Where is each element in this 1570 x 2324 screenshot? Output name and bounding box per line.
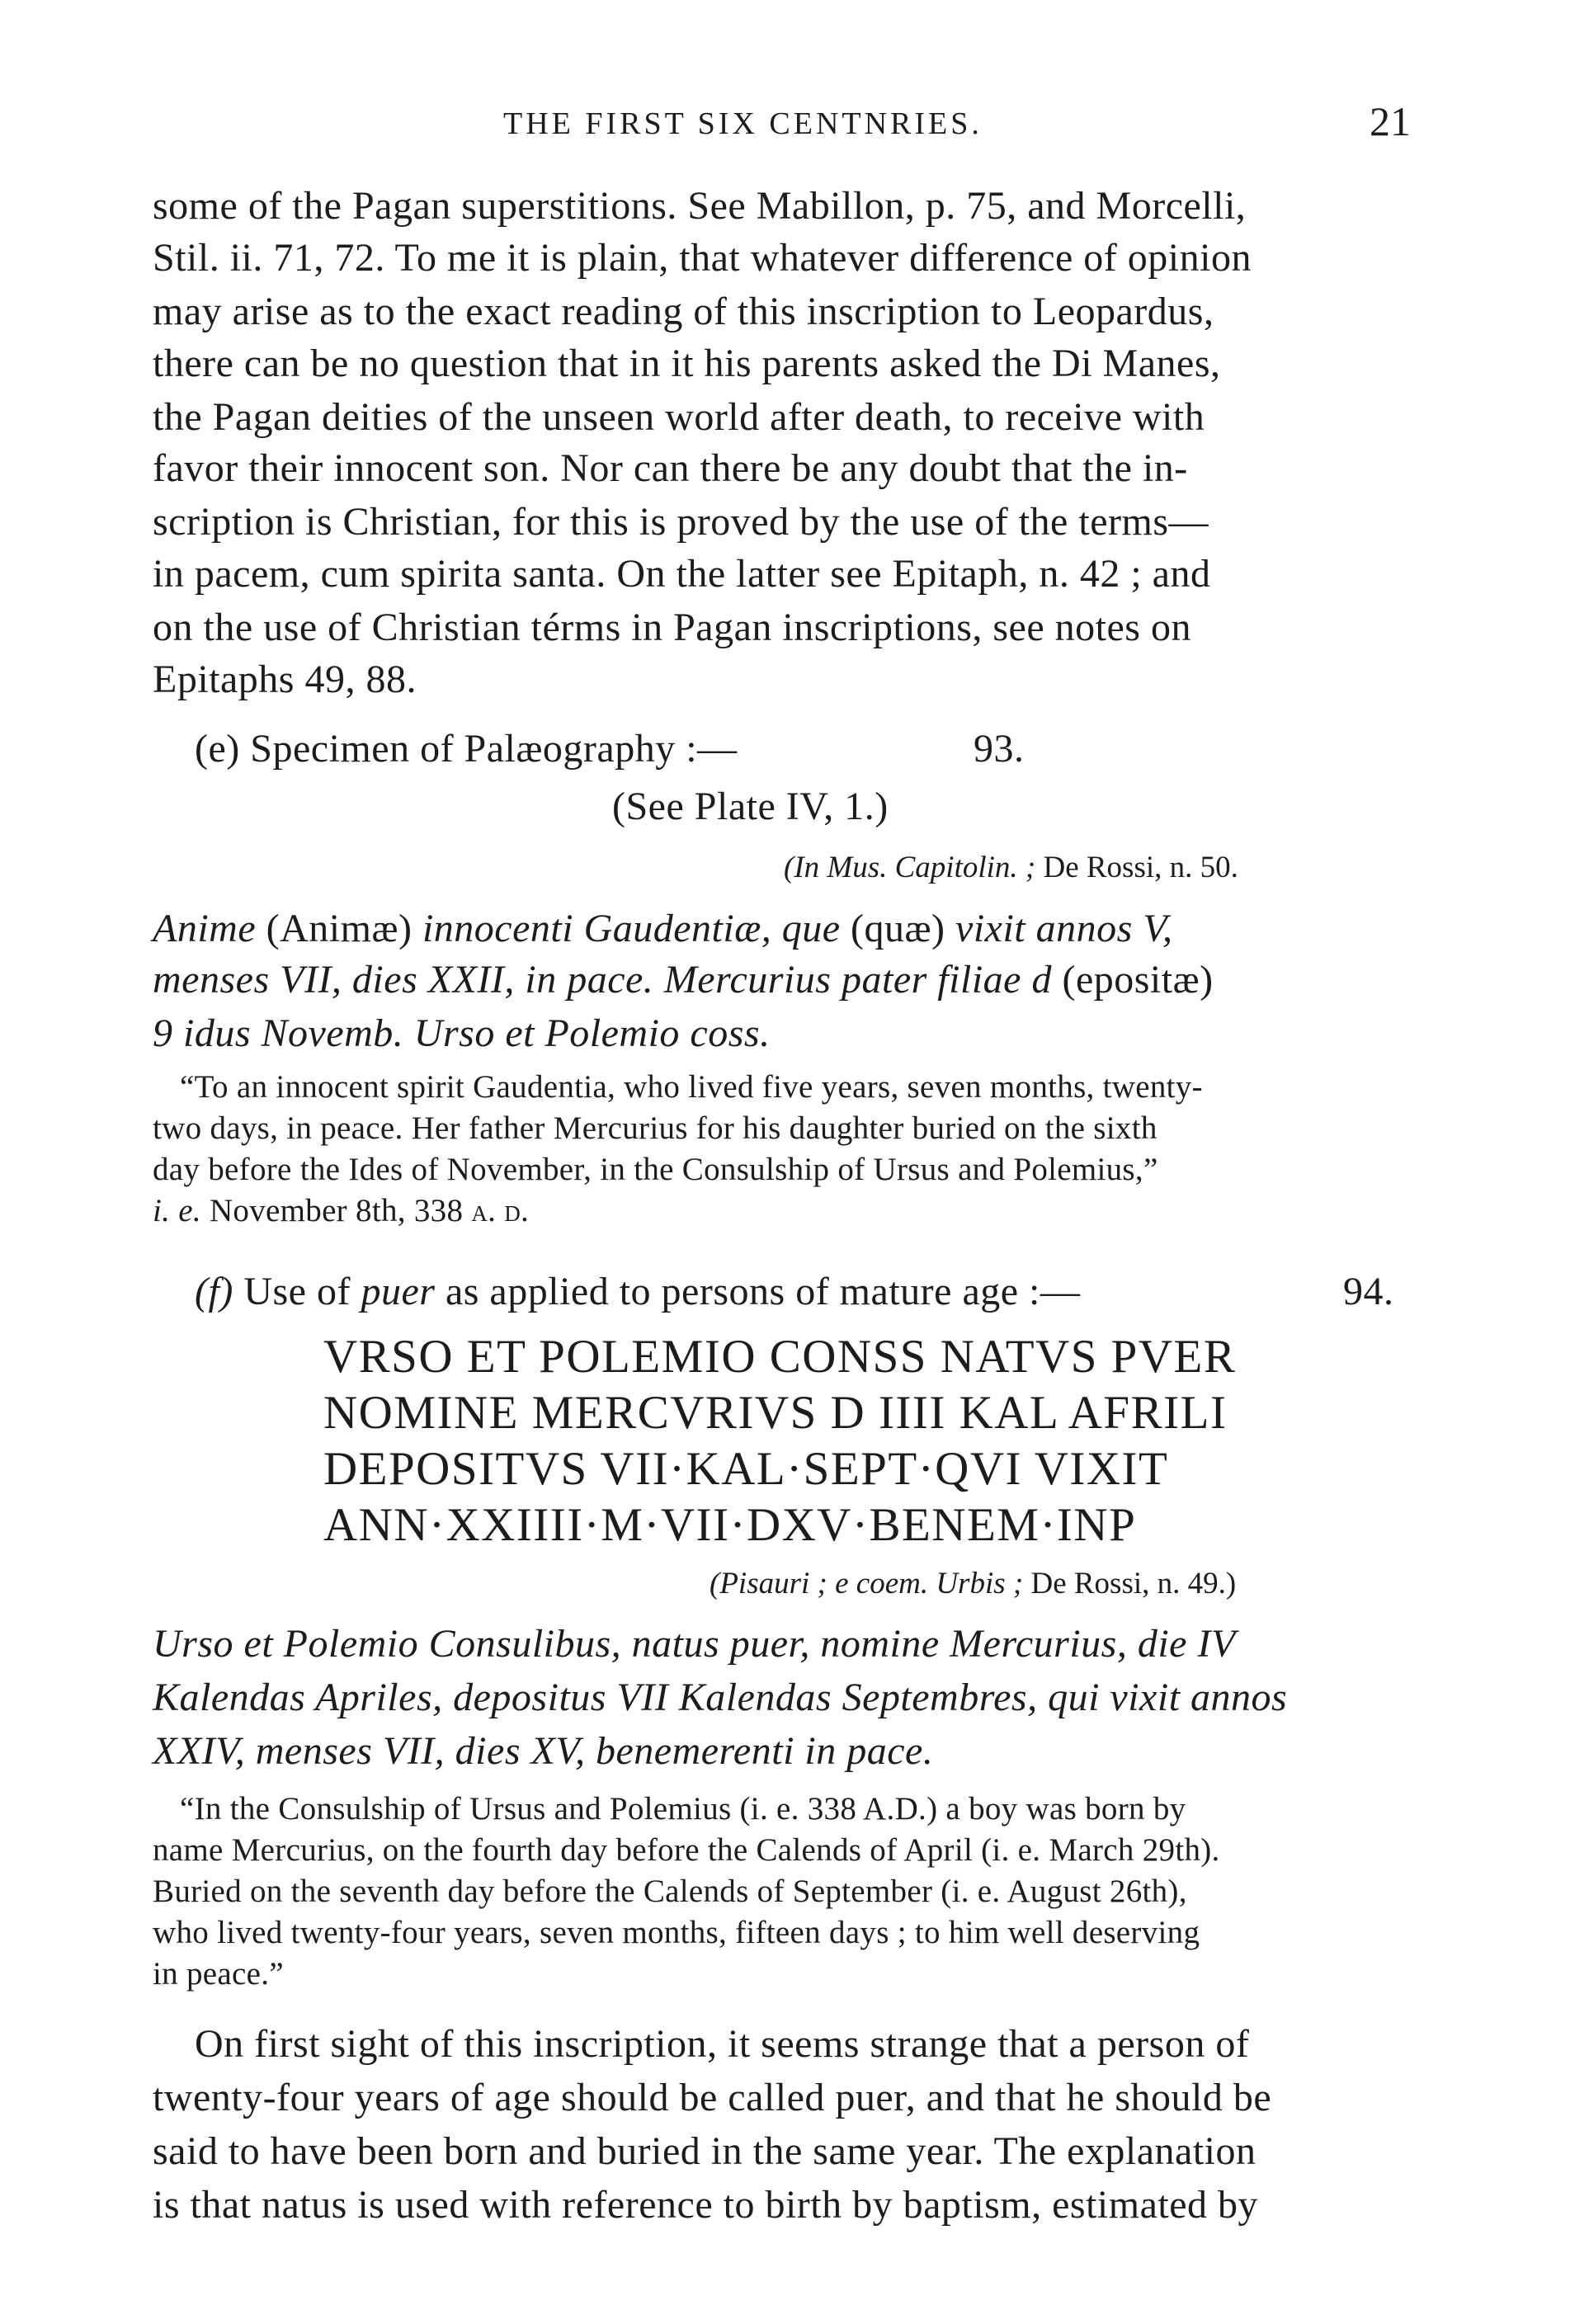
latin-gloss: (epositæ) [1051,958,1214,1002]
translation-era: a. d. [471,1193,530,1228]
body-line: some of the Pagan superstitions. See Mabillon, p. 75, and Morcelli, [153,184,1247,228]
latin-text: 9 idus Novemb. Urso et Polemio coss. [153,1011,771,1055]
latin-text: Urso et Polemio Consulibus, natus puer, nomine Mercurius, die IV [153,1622,1236,1666]
latin-line [153,1728,933,1774]
latin-line [153,957,1214,1002]
translation-abbrev: i. e. [153,1193,201,1228]
source-roman: De Rossi, n. 50. [1043,851,1238,884]
translation-line: in peace.” [153,1956,284,1992]
latin-text: XXIV, menses VII, dies XV, benemerenti in pace. [153,1729,934,1773]
section-heading-text: as applied to persons of mature age :— [435,1270,1081,1313]
plate-reference: (See Plate IV, 1.) [612,785,889,828]
latin-text: Anime [153,907,257,950]
source-italic: (Pisauri ; e coem. Urbis ; [710,1567,1024,1600]
latin-gloss: (Animæ) [256,907,422,950]
translation-line: “To an innocent spirit Gaudentia, who lived five years, seven months, twenty- [180,1069,1203,1105]
body-line: On first sight of this inscription, it seems strange that a person of [195,2022,1250,2066]
body-line: the Pagan deities of the unseen world after death, to receive with [153,395,1205,439]
body-line: is that natus is used with reference to birth by baptism, estimated by [153,2183,1259,2227]
translation-line: Buried on the seventh day before the Calends of September (i. e. August 26th), [153,1874,1187,1909]
body-line: twenty-four years of age should be called puer, and that he should be [153,2076,1272,2119]
translation-line: “In the Consulship of Ursus and Polemius (i. e. 338 A.D.) a boy was born by [180,1791,1186,1827]
latin-text: vixit annos V, [955,907,1173,950]
section-heading-text: Specimen of Palæography :— [250,727,738,771]
latin-line [153,1011,771,1056]
latin-text: Kalendas Apriles, depositus VII Kalendas Septembres, qui vixit annos [153,1676,1288,1719]
inscription-line: DEPOSITVS VII·KAL·SEPT·QVI VIXIT [323,1443,1169,1495]
inscription-line: VRSO ET POLEMIO CONSS NATVS PVER [323,1331,1237,1383]
epitaph-number: 93. [974,727,1025,771]
inscription-line: ANN·XXIIII·M·VII·DXV·BENEM·INP [323,1499,1137,1551]
translation-line: day before the Ides of November, in the Consulship of Ursus and Polemius,” [153,1152,1158,1187]
latin-line [153,1675,1287,1720]
body-line: Epitaphs 49, 88. [153,658,417,701]
running-title: THE FIRST SIX CENTNRIES. [503,106,983,141]
translation-line: two days, in peace. Her father Mercurius for his daughter buried on the sixth [153,1110,1157,1146]
body-line: favor their innocent son. Nor can there be any doubt that the in- [153,446,1188,490]
latin-line [153,906,1172,951]
latin-text: menses VII, dies XXII, in pace. Mercurius pater filiae d [153,958,1052,1002]
source-reference [784,850,1238,885]
latin-line [153,1621,1236,1666]
translation-line: who lived twenty-four years, seven months, fifteen days ; to him well deserving [153,1915,1200,1950]
body-line: scription is Christian, for this is proved by the use of the terms— [153,500,1209,544]
section-heading-word: puer [361,1270,436,1313]
body-line: Stil. ii. 71, 72. To me it is plain, that whatever difference of opinion [153,236,1252,280]
body-line: there can be no question that in it his parents asked the Di Manes, [153,342,1221,385]
source-italic: (In Mus. Capitolin. ; [784,851,1036,884]
section-marker: (f) [195,1270,233,1313]
body-line: said to have been born and buried in the same year. The explanation [153,2129,1256,2173]
source-reference [710,1566,1236,1601]
body-line: may arise as to the exact reading of this inscription to Leopardus, [153,290,1214,333]
inscription-line: NOMINE MERCVRIVS D IIII KAL AFRILI [323,1387,1228,1439]
body-line: in pacem, cum spirita santa. On the latter see Epitaph, n. 42 ; and [153,552,1211,596]
source-roman: De Rossi, n. 49.) [1030,1567,1237,1600]
section-f-heading [195,1269,1080,1314]
translation-line [153,1192,529,1229]
section-marker: (e) [195,727,240,771]
page-number: 21 [1370,98,1411,144]
epitaph-number: 94. [1343,1270,1394,1313]
section-e-heading [195,726,738,771]
translation-date: November 8th, 338 [200,1193,472,1228]
section-heading-text: Use of [243,1270,361,1313]
translation-line: name Mercurius, on the fourth day before the Calends of April (i. e. March 29th). [153,1832,1220,1868]
latin-text: innocenti Gaudentiæ, que [422,907,841,950]
body-line: on the use of Christian térms in Pagan inscriptions, see notes on [153,606,1191,649]
latin-gloss: (quæ) [840,907,956,950]
